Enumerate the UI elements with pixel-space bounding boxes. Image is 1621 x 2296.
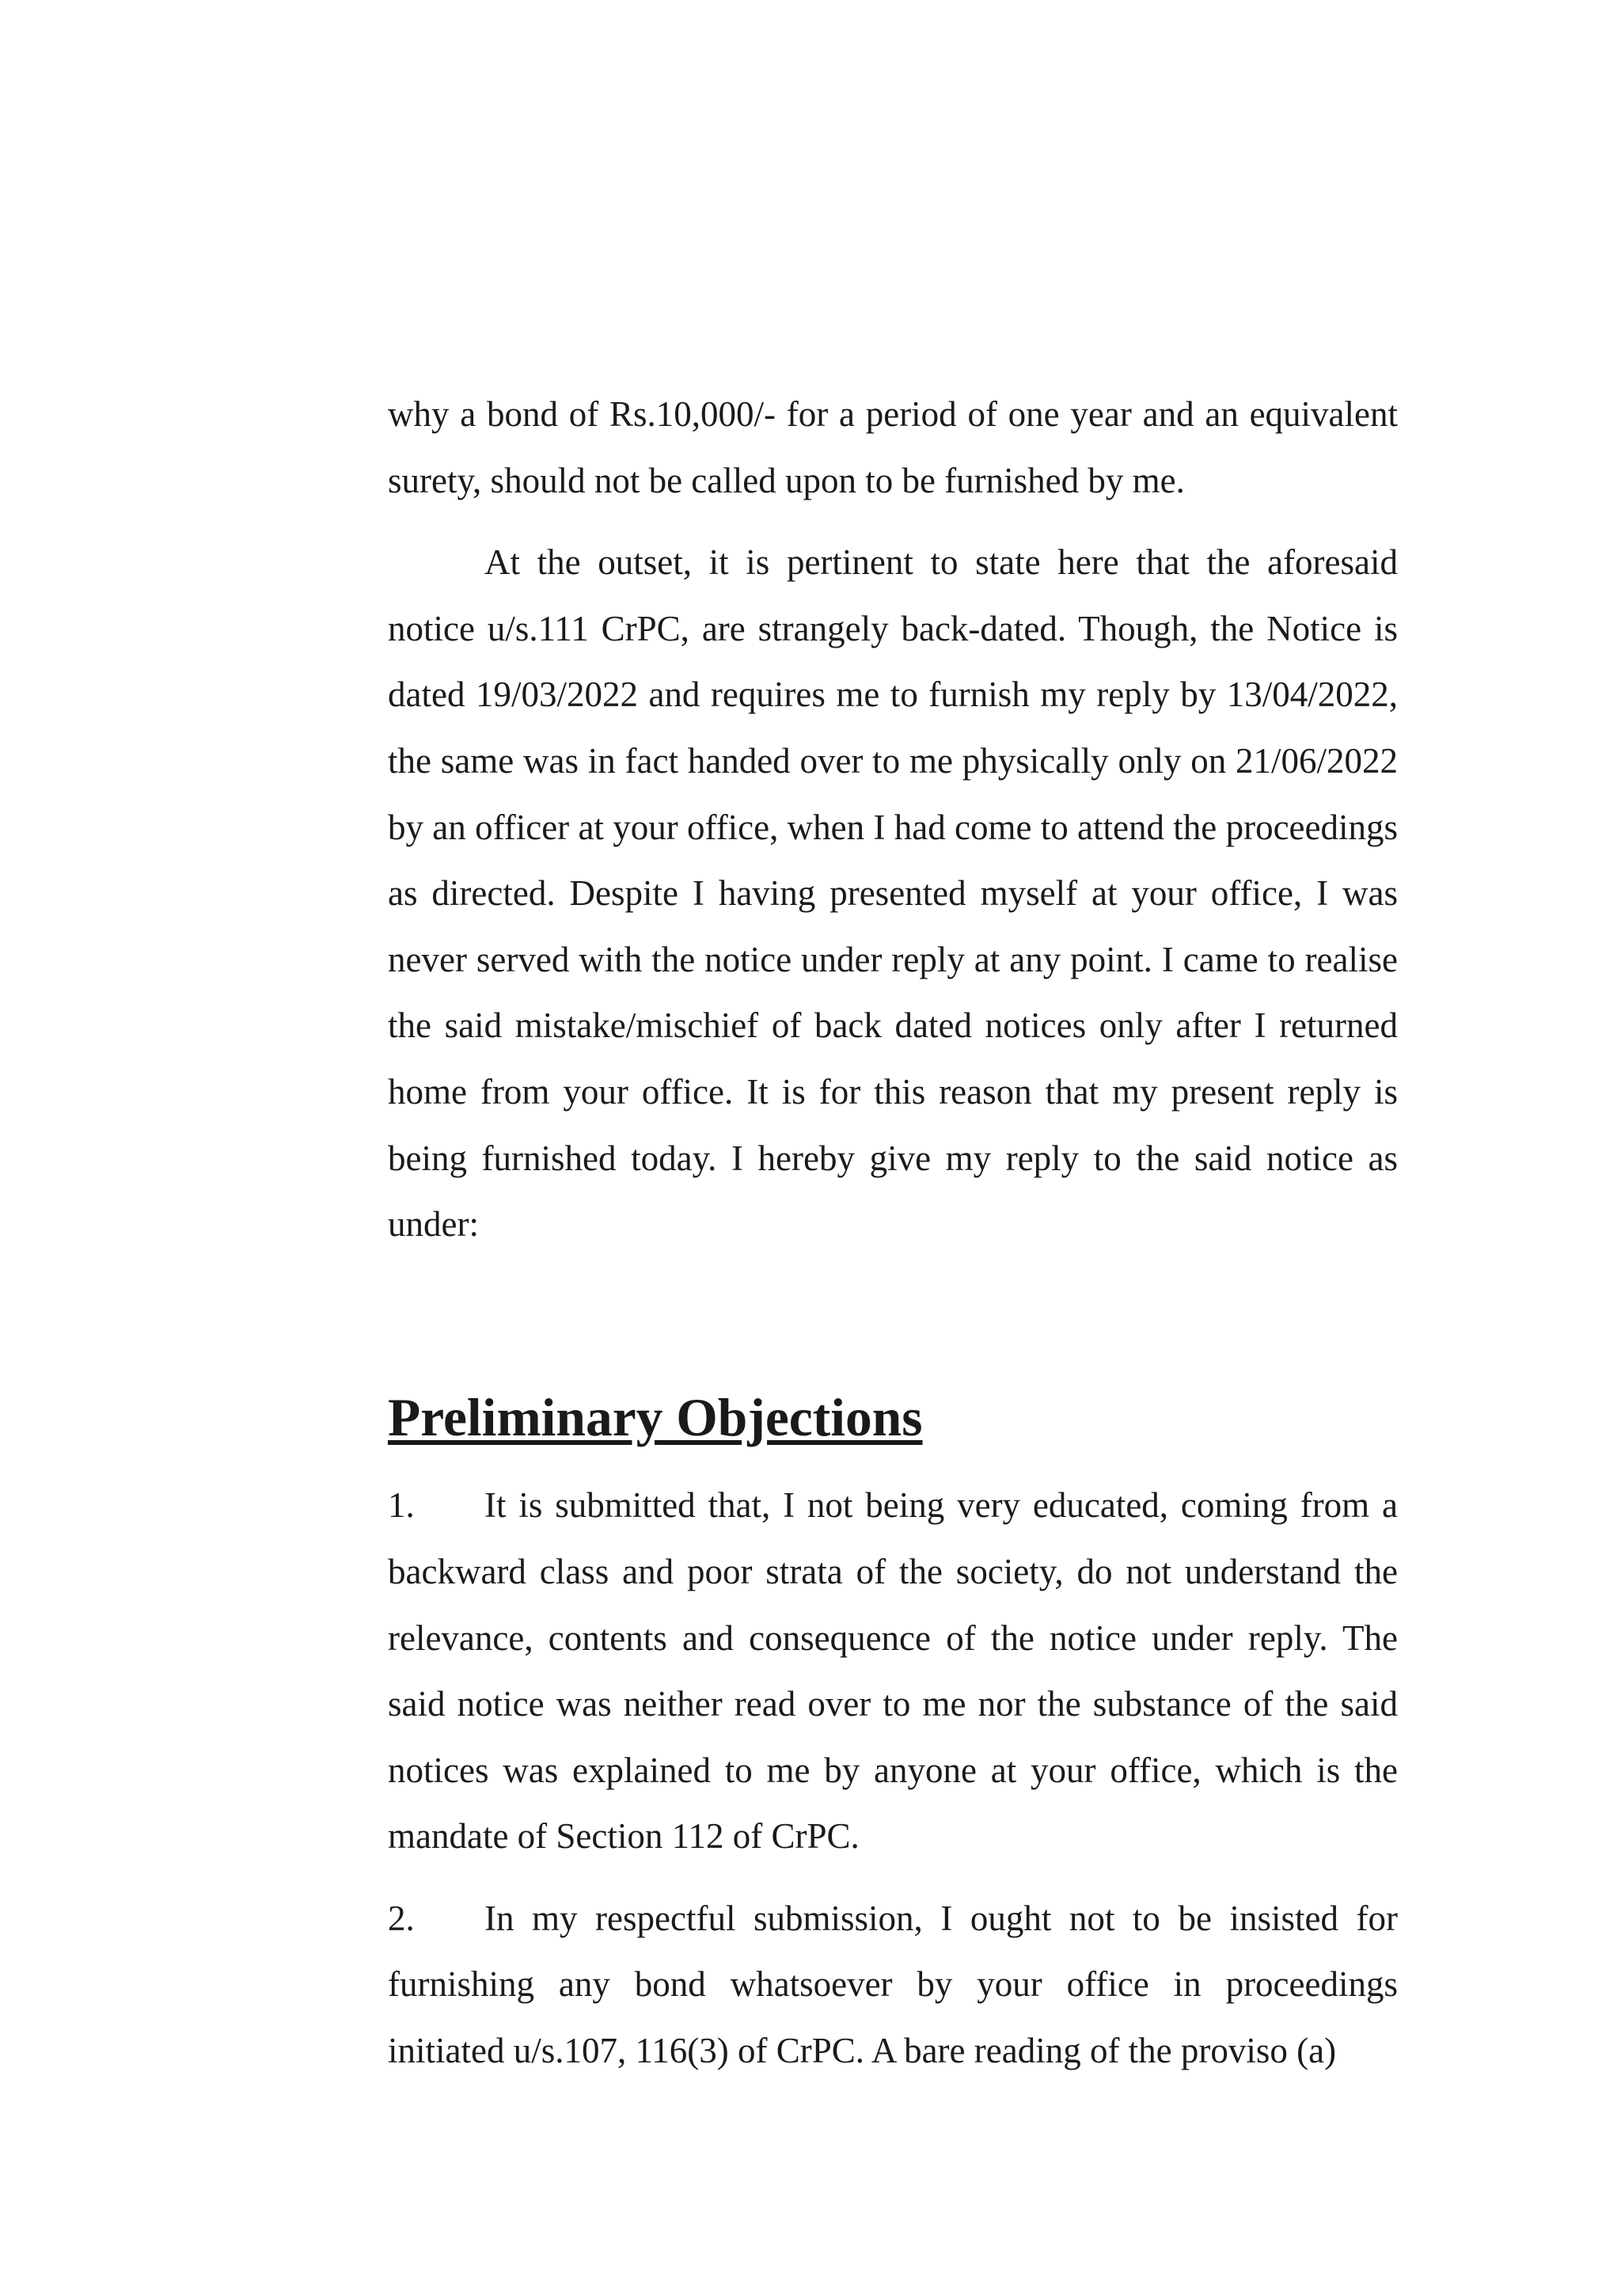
section-heading: Preliminary Objections — [388, 1387, 923, 1447]
objection-item-1 — [388, 1473, 1398, 1870]
outset-paragraph: At the outset, it is pertinent to state here that the aforesaid notice u/s.111 CrPC, are strangely back-dated. Though, the Notice is dated 19/03/2022 and requires me to furnish my reply by 13/04/2022, the same was in fact handed over to me physically only on 21/06/2022 by an officer at your office, when I had come to attend the proceedings as directed. Despite I having presented myself at your office, I was never served with the notice under reply at any point. I came to realise the said mistake/mischief of back dated notices only after I returned home from your office. It is for this reason that my present reply is being furnished today. I hereby give my reply to the said notice as under: — [388, 542, 1398, 1245]
paragraph-spacer — [388, 1870, 1398, 1886]
heading-spacer — [388, 1258, 1398, 1385]
objection-number: 2. — [388, 1898, 415, 1938]
objection-text: In my respectful submission, I ought not to be insisted for furnishing any bond whatsoever by your office in proceedings initiated u/s.107, 116(3) of CrPC. A bare reading of the proviso (a) — [388, 1898, 1398, 2071]
paragraph-spacer — [388, 514, 1398, 530]
objection-text: It is submitted that, I not being very educated, coming from a backward class and poor strata of the society, do not understand the relevance, contents and consequence of the notice under reply. The said notice was neither read over to me nor the substance of the said notices was explained to me by anyone at your office, which is the mandate of Section 112 of CrPC. — [388, 1485, 1398, 1857]
intro-paragraph: why a bond of Rs.10,000/- for a period of one year and an equivalent surety, should not be called upon to be furnished by me. — [388, 394, 1398, 500]
heading-spacer-after — [388, 1450, 1398, 1473]
objection-item-2 — [388, 1886, 1398, 2085]
objection-number: 1. — [388, 1485, 415, 1526]
document-page — [388, 382, 1398, 2085]
